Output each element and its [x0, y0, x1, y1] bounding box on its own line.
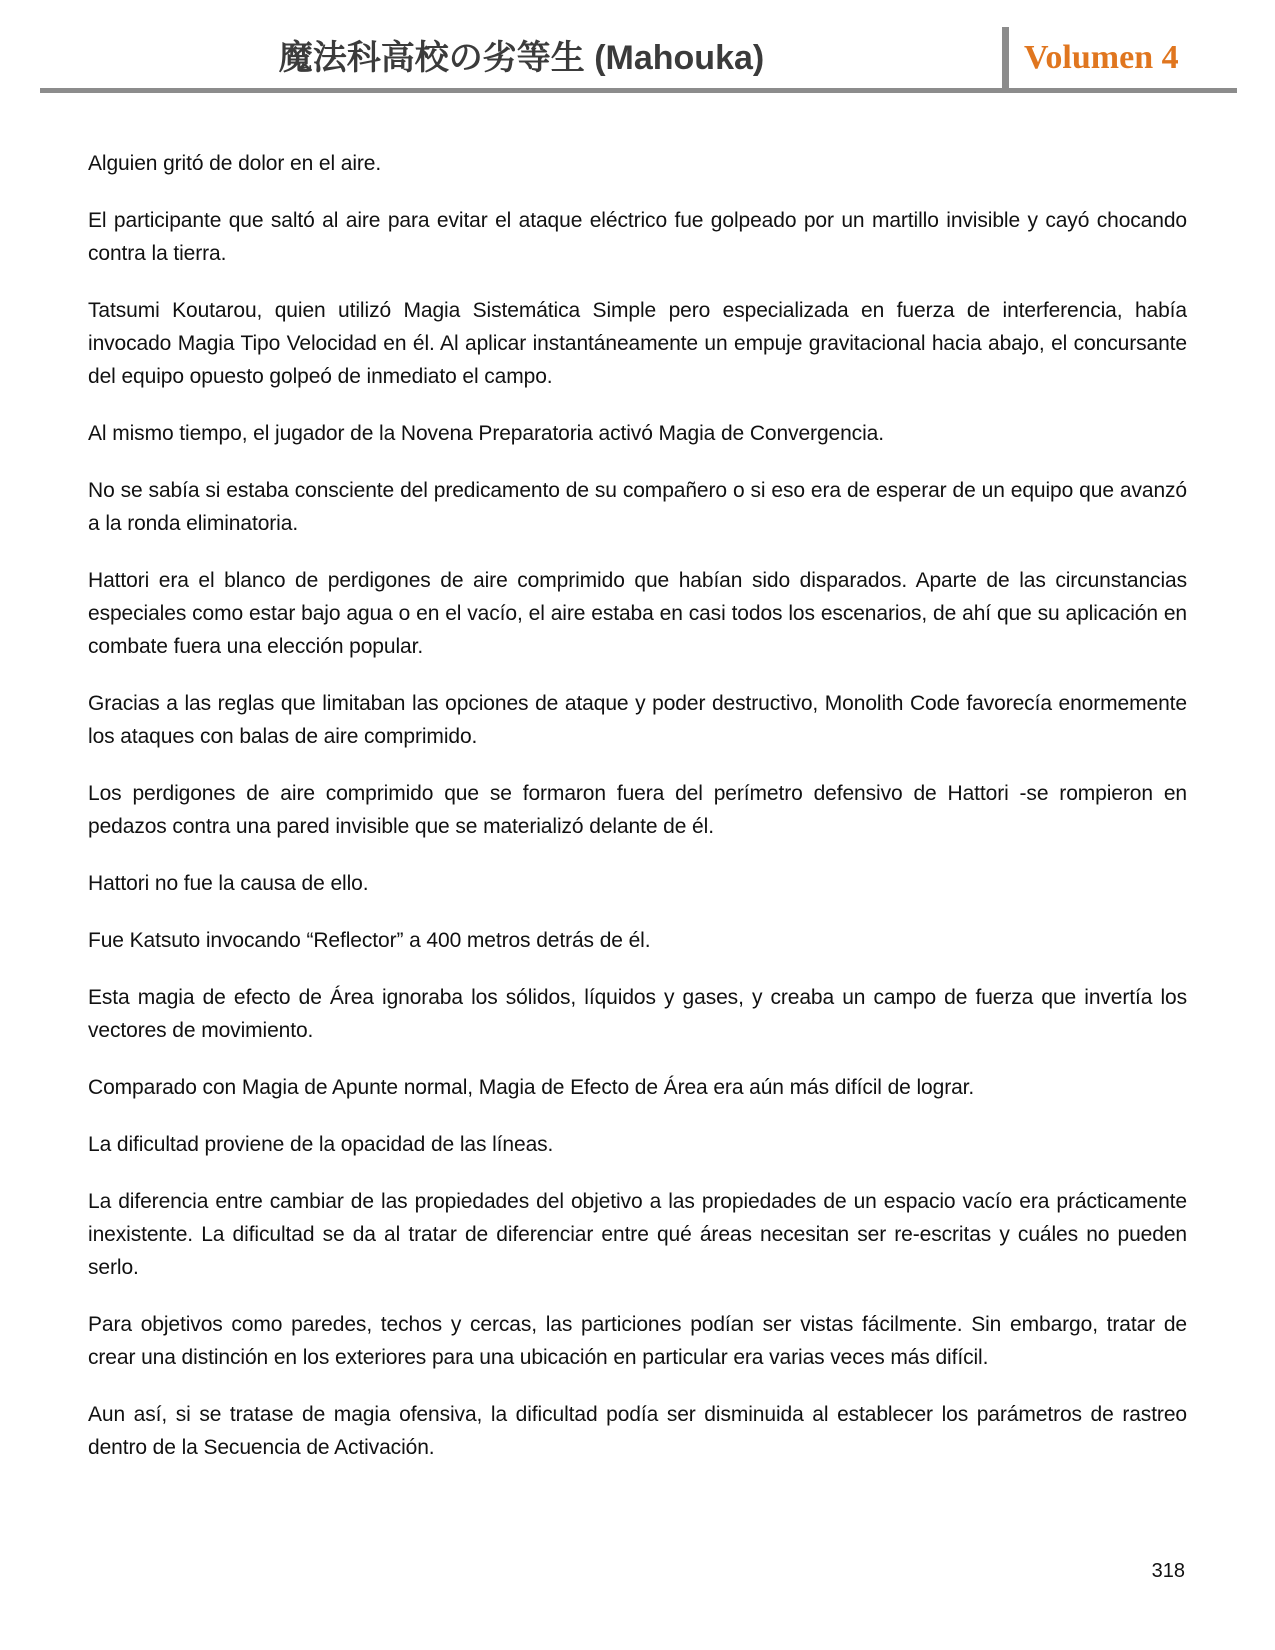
body-paragraph: Alguien gritó de dolor en el aire. — [88, 152, 382, 175]
body-text — [88, 147, 1187, 1488]
body-paragraph: Comparado con Magia de Apunte normal, Magia de Efecto de Área era aún más difícil de lograr. — [88, 1076, 975, 1099]
volume-label — [1002, 27, 1179, 88]
body-paragraph: Hattori no fue la causa de ello. — [88, 872, 369, 895]
body-paragraph: Para objetivos como paredes, techos y cercas, las particiones podían ser vistas fácilmente. Sin embargo, tratar de crear una distinción en los exteriores para una ubicación en particular era varias veces más difícil. — [88, 1313, 1187, 1369]
page-header-title: 魔法科高校の劣等生 (Mahouka) — [278, 39, 765, 77]
body-paragraph: La dificultad proviene de la opacidad de las líneas. — [88, 1133, 554, 1156]
body-paragraph: Hattori era el blanco de perdigones de aire comprimido que habían sido disparados. Aparte de las circunstancias especiales como estar bajo agua o en el vacío, el aire estaba en casi todos los escenarios, de ahí que su aplicación en combate fuera una elección popular. — [88, 569, 1187, 658]
page-number: 318 — [1151, 1560, 1185, 1582]
body-paragraph: Esta magia de efecto de Área ignoraba los sólidos, líquidos y gases, y creaba un campo de fuerza que invertía los vectores de movimiento. — [88, 986, 1187, 1042]
body-paragraph: El participante que saltó al aire para evitar el ataque eléctrico fue golpeado por un martillo invisible y cayó chocando contra la tierra. — [88, 209, 1187, 265]
body-paragraph: Fue Katsuto invocando “Reflector” a 400 metros detrás de él. — [88, 929, 651, 952]
body-paragraph: Tatsumi Koutarou, quien utilizó Magia Sistemática Simple pero especializada en fuerza de interferencia, había invocado Magia Tipo Velocidad en él. Al aplicar instantáneamente un empuje gravitacional hacia abajo, el concursante del equipo opuesto golpeó de inmediato el campo. — [88, 299, 1187, 388]
header-divider-rule — [40, 88, 1237, 93]
body-paragraph: Aun así, si se tratase de magia ofensiva, la dificultad podía ser disminuida al establecer los parámetros de rastreo dentro de la Secuencia de Activación. — [88, 1403, 1187, 1459]
body-paragraph: Al mismo tiempo, el jugador de la Novena Preparatoria activó Magia de Convergencia. — [88, 422, 884, 445]
body-paragraph: La diferencia entre cambiar de las propiedades del objetivo a las propiedades de un espacio vacío era prácticamente inexistente. La dificultad se da al tratar de diferenciar entre qué áreas necesitan ser re-escritas y cuáles no pueden serlo. — [88, 1190, 1187, 1279]
body-paragraph: Gracias a las reglas que limitaban las opciones de ataque y poder destructivo, Monolith Code favorecía enormemente los ataques con balas de aire comprimido. — [88, 692, 1187, 748]
body-paragraph: Los perdigones de aire comprimido que se formaron fuera del perímetro defensivo de Hattori -se rompieron en pedazos contra una pared invisible que se materializó delante de él. — [88, 782, 1187, 838]
volume-label-text: Volumen 4 — [1024, 38, 1179, 76]
body-paragraph: No se sabía si estaba consciente del predicamento de su compañero o si eso era de esperar de un equipo que avanzó a la ronda eliminatoria. — [88, 479, 1187, 535]
